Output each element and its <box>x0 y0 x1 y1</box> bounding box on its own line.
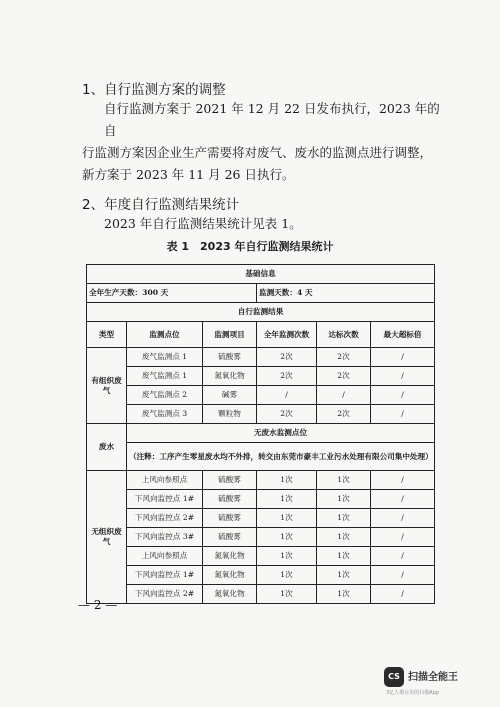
table-cell: 1次 <box>317 547 371 566</box>
table-cell: / <box>371 490 435 509</box>
table-cell: / <box>371 566 435 585</box>
table-cell: / <box>317 386 371 405</box>
table-cell: 氮氧化物 <box>203 547 257 566</box>
table-cell: / <box>371 405 435 424</box>
table-row <box>87 367 435 386</box>
table-cell: 1次 <box>257 547 317 566</box>
table-cell: 2次 <box>317 348 371 367</box>
table-row <box>87 386 435 405</box>
column-header: 达标次数 <box>317 322 371 348</box>
table-cell: 下风向监控点 1# <box>127 490 203 509</box>
table-cell: / <box>371 528 435 547</box>
monitoring-days: 监测天数：4 天 <box>257 284 435 303</box>
section-2-intro <box>82 213 442 235</box>
table-cell: 2次 <box>257 405 317 424</box>
production-days: 全年生产天数：300 天 <box>87 284 257 303</box>
table-row <box>87 490 435 509</box>
table-cell: 碱雾 <box>203 386 257 405</box>
column-header: 监测点位 <box>127 322 203 348</box>
table-cell: 下风向监控点 1# <box>127 566 203 585</box>
table-cell: 1次 <box>257 566 317 585</box>
table-row <box>87 424 435 443</box>
table-cell: / <box>257 386 317 405</box>
table-cell: / <box>371 585 435 604</box>
watermark-name: 扫描全能王 <box>408 672 458 683</box>
table-cell: / <box>371 386 435 405</box>
wastewater-title: 无废水监测点位 <box>127 424 435 443</box>
table-cell: 1次 <box>257 471 317 490</box>
table-cell: 颗粒物 <box>203 405 257 424</box>
table-cell: 1次 <box>257 490 317 509</box>
table-cell: 硫酸雾 <box>203 490 257 509</box>
paragraph-line: 2023 年自行监测结果统计见表 1。 <box>104 216 302 231</box>
table-cell: 2次 <box>317 405 371 424</box>
table-cell: 1次 <box>257 509 317 528</box>
table-cell: 硫酸雾 <box>203 471 257 490</box>
scanner-watermark <box>384 665 492 699</box>
column-header: 全年监测次数 <box>257 322 317 348</box>
table-cell: 1次 <box>257 528 317 547</box>
table-row <box>87 348 435 367</box>
column-header: 最大超标倍 <box>371 322 435 348</box>
table-cell: 1次 <box>317 585 371 604</box>
table-row <box>87 405 435 424</box>
table-cell: 废气监测点 1 <box>127 348 203 367</box>
table-cell: 氮氧化物 <box>203 566 257 585</box>
basic-info-header: 基础信息 <box>87 265 435 284</box>
column-header: 类型 <box>87 322 127 348</box>
table-cell: 2次 <box>317 367 371 386</box>
table-cell: 废气监测点 3 <box>127 405 203 424</box>
table-row <box>87 528 435 547</box>
table-row <box>87 509 435 528</box>
section-2-heading: 2、年度自行监测结果统计 <box>82 197 240 213</box>
table-cell: 下风向监控点 2# <box>127 585 203 604</box>
type-cell: 废水 <box>87 424 127 471</box>
table-cell: 1次 <box>317 566 371 585</box>
table-cell: 硫酸雾 <box>203 509 257 528</box>
table-cell: 氮氧化物 <box>203 585 257 604</box>
table-cell: / <box>371 547 435 566</box>
table-cell: 硫酸雾 <box>203 528 257 547</box>
table-cell: / <box>371 509 435 528</box>
wastewater-note: （注释：工序产生零星废水均不外排，转交由东莞市豪丰工业污水处理有限公司集中处理） <box>127 443 435 471</box>
table-row <box>87 471 435 490</box>
table-cell: 1次 <box>317 471 371 490</box>
paragraph-line: 新方案于 2023 年 11 月 26 日执行。 <box>82 167 295 182</box>
table-cell: 氮氧化物 <box>203 367 257 386</box>
section-1-paragraph <box>82 98 442 186</box>
camscanner-logo-icon: CS <box>384 667 404 687</box>
table-cell: 废气监测点 1 <box>127 367 203 386</box>
table-cell: 上风向参照点 <box>127 471 203 490</box>
watermark-subtitle: 3亿人都在用的扫描App <box>386 690 439 696</box>
table-cell: / <box>371 348 435 367</box>
table-row <box>87 547 435 566</box>
paragraph-line: 行监测方案因企业生产需要将对废气、废水的监测点进行调整， <box>82 145 433 160</box>
table-cell: / <box>371 471 435 490</box>
table-row <box>87 566 435 585</box>
table-row <box>87 585 435 604</box>
section-1-heading: 1、自行监测方案的调整 <box>82 82 226 98</box>
type-cell: 无组织废气 <box>87 471 127 604</box>
table-cell: 上风向参照点 <box>127 547 203 566</box>
type-cell: 有组织废气 <box>87 348 127 424</box>
table-cell: 1次 <box>317 509 371 528</box>
table-cell: / <box>371 367 435 386</box>
table-cell: 废气监测点 2 <box>127 386 203 405</box>
paragraph-line: 自行监测方案于 2021 年 12 月 22 日发布执行，2023 年的自 <box>104 101 440 138</box>
monitoring-results-table <box>86 264 435 604</box>
table-row <box>87 443 435 471</box>
table-caption: 表 1 2023 年自行监测结果统计 <box>166 240 334 253</box>
page-number: — 2 — <box>78 598 118 612</box>
table-cell: 下风向监控点 3# <box>127 528 203 547</box>
results-title: 自行监测结果 <box>87 303 435 322</box>
table-cell: 1次 <box>317 528 371 547</box>
table-cell: 下风向监控点 2# <box>127 509 203 528</box>
table-cell: 2次 <box>257 348 317 367</box>
table-cell: 2次 <box>257 367 317 386</box>
column-header: 监测项目 <box>203 322 257 348</box>
table-cell: 硫酸雾 <box>203 348 257 367</box>
table-cell: 1次 <box>257 585 317 604</box>
table-cell: 1次 <box>317 490 371 509</box>
